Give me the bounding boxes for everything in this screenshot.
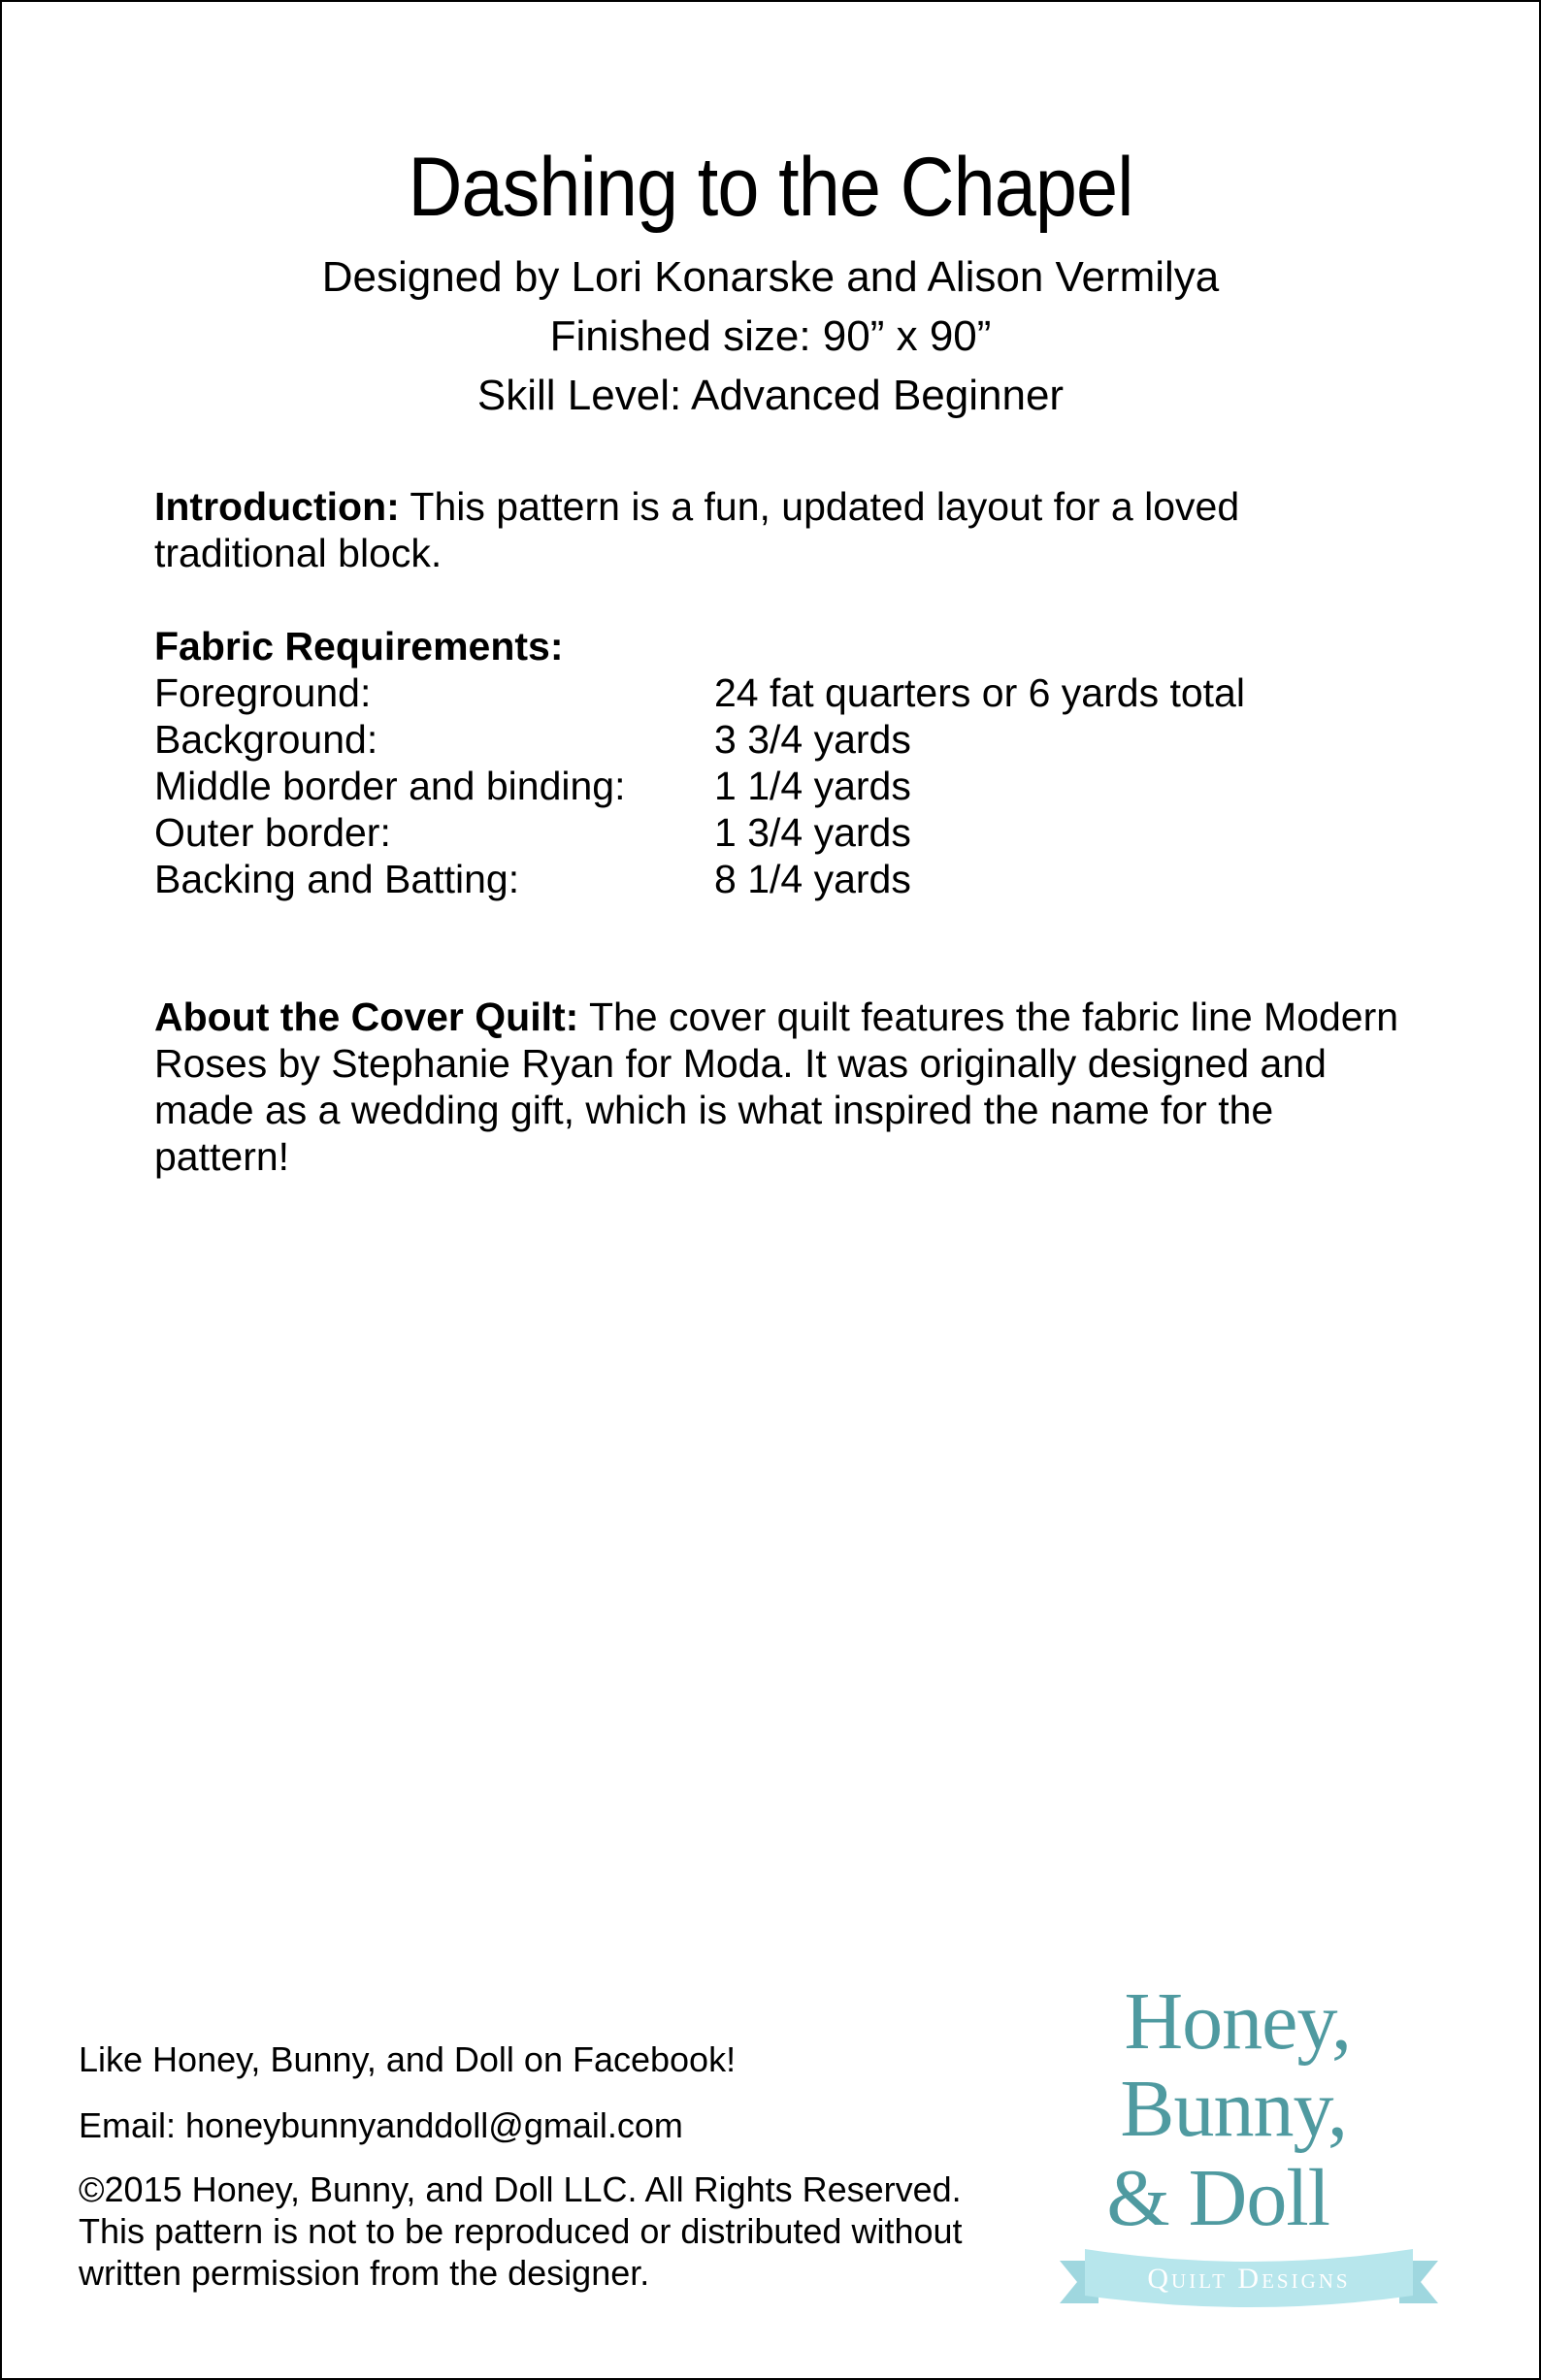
- fabric-row: [154, 809, 1416, 856]
- copyright-line: ©2015 Honey, Bunny, and Doll LLC. All Rights Reserved.: [79, 2169, 962, 2209]
- fabric-amount: 8 1/4 yards: [714, 857, 911, 901]
- fabric-label: Foreground:: [154, 670, 372, 715]
- pattern-title: Dashing to the Chapel: [408, 141, 1133, 234]
- fabric-row: [154, 856, 1416, 902]
- fabric-requirements-heading: Fabric Requirements:: [154, 624, 564, 668]
- fabric-amount: 3 3/4 yards: [714, 717, 911, 762]
- fabric-row: [154, 763, 1416, 809]
- facebook-line: Like Honey, Bunny, and Doll on Facebook!: [79, 2039, 737, 2079]
- fabric-amount: 1 3/4 yards: [714, 810, 911, 855]
- logo-ribbon: [1060, 2241, 1438, 2311]
- fabric-label: Middle border and binding:: [154, 764, 626, 808]
- copyright-notice: [79, 2168, 963, 2294]
- cover-quilt-paragraph: [154, 994, 1416, 1180]
- introduction-paragraph: [154, 483, 1416, 576]
- cover-quilt-label: About the Cover Quilt:: [154, 994, 579, 1039]
- logo-text-honey: Honey,: [1124, 1976, 1351, 2067]
- finished-size-line: Finished size: 90” x 90”: [549, 312, 992, 360]
- fabric-row: [154, 716, 1416, 763]
- introduction-label: Introduction:: [154, 484, 400, 529]
- logo-text-bunny: Bunny,: [1120, 2064, 1347, 2154]
- fabric-label: Outer border:: [154, 810, 391, 855]
- fabric-amount: 24 fat quarters or 6 yards total: [714, 670, 1245, 715]
- fabric-row: [154, 669, 1416, 716]
- brand-logo: [1060, 1976, 1438, 2311]
- introduction-text: This pattern is a fun, updated layout for a loved traditional block.: [154, 484, 1240, 575]
- fabric-label: Background:: [154, 717, 378, 762]
- email-line: Email: honeybunnyanddoll@gmail.com: [79, 2105, 683, 2145]
- designers-line: Designed by Lori Konarske and Alison Vermilya: [321, 253, 1220, 301]
- fabric-amount: 1 1/4 yards: [714, 764, 911, 808]
- copyright-line: This pattern is not to be reproduced or distributed without: [79, 2211, 963, 2251]
- ribbon-text: Quilt Designs: [1147, 2263, 1351, 2295]
- cover-quilt-text: The cover quilt features the fabric line Modern Roses by Stephanie Ryan for Moda. It was originally designed and made as a wedding gift, which is what inspired the name for the pattern!: [154, 994, 1399, 1179]
- skill-level-line: Skill Level: Advanced Beginner: [476, 372, 1065, 419]
- fabric-label: Backing and Batting:: [154, 857, 520, 901]
- logo-text-doll: & Doll: [1106, 2153, 1329, 2243]
- copyright-line: written permission from the designer.: [79, 2253, 650, 2293]
